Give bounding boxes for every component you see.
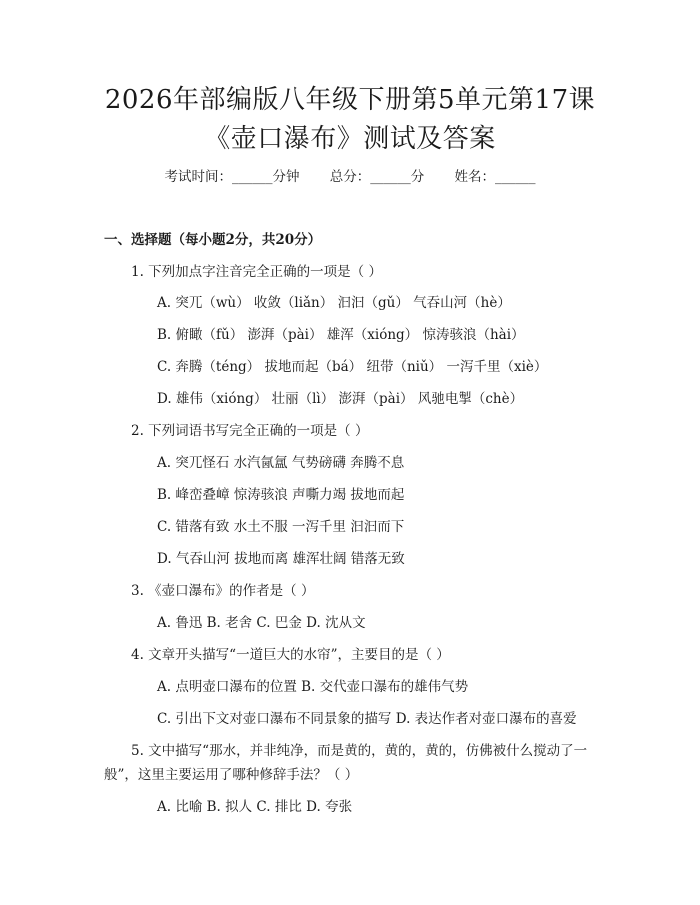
question-option: C. 错落有致 水土不服 一泻千里 汩汩而下 xyxy=(157,519,405,535)
question-option: A. 突兀怪石 水汽氤氲 气势磅礴 奔腾不息 xyxy=(157,455,405,471)
question-stem: 5. 文中描写“那水，并非纯净，而是黄的，黄的，黄的，仿佛被什么搅动了一般”，这里主要运用了哪种修辞手法？（ ） xyxy=(104,743,588,783)
question-option: B. 峰峦叠嶂 惊涛骇浪 声嘶力竭 拔地而起 xyxy=(157,487,405,503)
student-name-field: 姓名：______ xyxy=(454,169,536,185)
exam-time-field: 考试时间：______分钟 xyxy=(164,169,300,185)
question-stem: 1. 下列加点字注音完全正确的一项是（ ） xyxy=(131,264,382,280)
question-option: A. 鲁迅 B. 老舍 C. 巴金 D. 沈从文 xyxy=(157,615,366,631)
section-heading: 一、选择题（每小题2分，共20分） xyxy=(104,232,322,248)
question-option: D. 雄伟（xióng） 壮丽（lì） 澎湃（pài） 风驰电掣（chè） xyxy=(157,391,524,407)
question-option: C. 引出下文对壶口瀑布不同景象的描写 D. 表达作者对壶口瀑布的喜爱 xyxy=(157,711,577,727)
question-option: A. 点明壶口瀑布的位置 B. 交代壶口瀑布的雄伟气势 xyxy=(157,679,469,695)
exam-meta xyxy=(0,167,700,187)
question-stem: 2. 下列词语书写完全正确的一项是（ ） xyxy=(131,423,369,439)
page-title-line-2: 《壶口瀑布》测试及答案 xyxy=(204,124,496,154)
question-option: A. 突兀（wù） 收敛（liǎn） 汩汩（gǔ） 气吞山河（hè） xyxy=(157,295,511,311)
question-option: C. 奔腾（téng） 拔地而起（bá） 纽带（niǔ） 一泻千里（xiè） xyxy=(157,359,548,375)
question-option: D. 气吞山河 拔地而离 雄浑壮阔 错落无致 xyxy=(157,551,405,567)
page-title-line-1: 2026年部编版八年级下册第5单元第17课 xyxy=(104,85,596,115)
question-stem: 4. 文章开头描写“一道巨大的水帘”，主要目的是（ ） xyxy=(131,647,450,663)
question-option: B. 俯瞰（fǔ） 澎湃（pài） 雄浑（xióng） 惊涛骇浪（hài） xyxy=(157,327,525,343)
total-score-field: 总分：______分 xyxy=(329,169,425,185)
question-option: A. 比喻 B. 拟人 C. 排比 D. 夸张 xyxy=(157,799,353,815)
question-stem: 3. 《壶口瀑布》的作者是（ ） xyxy=(131,583,315,599)
